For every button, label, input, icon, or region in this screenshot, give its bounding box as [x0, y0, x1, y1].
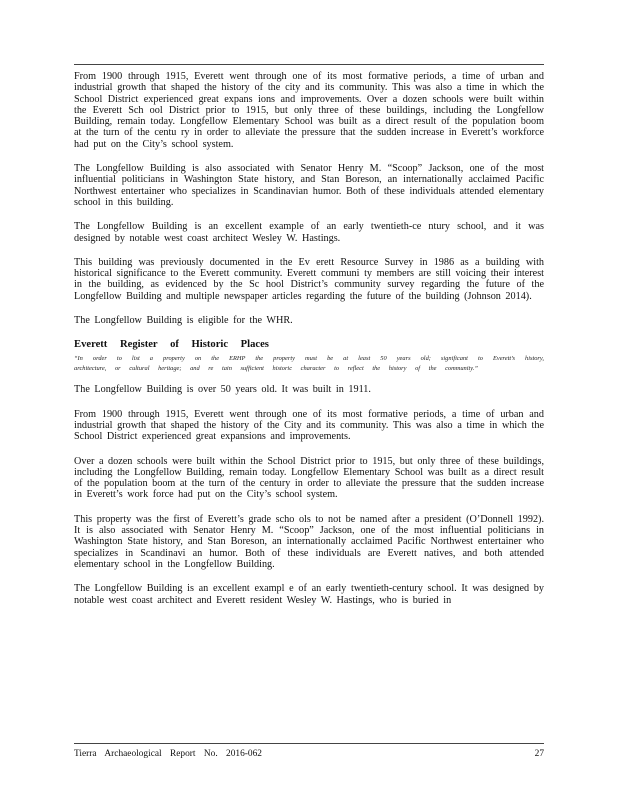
body-paragraph: The Longfellow Building is also associated with Senator Henry M. “Scoop” Jackson, one of the most influential politicians in Washington State history, and Stan Boreson, an internationally acclaimed Pacific Northwest entertainer who specializes in Scandinavian humor. Both of these individuals attended elementary school in this building.	[74, 163, 544, 208]
header-rule	[74, 64, 544, 65]
body-paragraph: Over a dozen schools were built within the School District prior to 1915, but only three of these buildings, including the Longfellow Building, remain today. Longfellow Elementary School was built as a direct result of the population boom at the turn of the century in order to alleviate the pressure that the sudden increase in Everett’s work force had put on the City’s school system.	[74, 455, 544, 501]
body-paragraph: From 1900 through 1915, Everett went through one of its most formative periods, a time of urban and industrial growth that shaped the history of the city and its community. This was also a time in which the School District experienced great expans ions and improvements. Over a dozen schools were built within the Everett Sch ool District prior to 1915, but only three of these buildings, including the Longfellow Building, remain today. Longfellow Elementary School was built as a direct result of the population boom at the turn of the centu ry in order to alleviate the pressure that the sudden increase in Everett’s workforce had put on the City’s school system.	[74, 71, 544, 150]
body-paragraph: The Longfellow Building is eligible for the WHR.	[74, 315, 293, 327]
footer-rule	[74, 743, 544, 744]
body-paragraph: This property was the first of Everett’s grade scho ols to not be named after a president (O’Donnell 1992). It is also associated with Senator Henry M. “Scoop” Jackson, one of the most influential politicians in Washington State history, and Stan Boreson, an internationally acclaimed Pacific Northwest entertainer who specializes in Scandinavi an humor. Both of these individuals are Everett natives, and both attended elementary school in the Longfellow Building.	[74, 513, 544, 570]
footer-report-title: Tierra Archaeological Report No. 2016-062	[74, 749, 262, 759]
section-heading: Everett Register of Historic Places	[74, 339, 269, 351]
body-paragraph: From 1900 through 1915, Everett went through one of its most formative periods, a time of urban and industrial growth that shaped the history of the City and its community. This was also a time in which the School District experienced great expansions and improvements.	[74, 408, 544, 443]
body-paragraph: This building was previously documented in the Ev erett Resource Survey in 1986 as a building with historical significance to the Everett community. Everett communi ty members are still voicing their interest in the building, as evidenced by the Sc hool District’s community survey regarding the future of the Longfellow Building and multiple newspaper articles regarding the future of the building (Johnson 2014).	[74, 256, 544, 302]
register-criteria-quote: “In order to list a property on the ERHP the property must be at least 50 years old; significant to Everett’s history, architecture, or cultural heritage; and re tain sufficient historic character to reflect the history of the community.”	[74, 355, 544, 372]
body-paragraph: The Longfellow Building is over 50 years old. It was built in 1911.	[74, 384, 371, 396]
page-number: 27	[534, 749, 544, 759]
page-body	[74, 71, 544, 619]
body-paragraph: The Longfellow Building is an excellent exampl e of an early twentieth-century school. It was designed by notable west coast architect and Everett resident Wesley W. Hastings, who is buried in	[74, 583, 544, 606]
body-paragraph: The Longfellow Building is an excellent example of an early twentieth-ce ntury school, and it was designed by notable west coast architect Wesley W. Hastings.	[74, 221, 544, 244]
